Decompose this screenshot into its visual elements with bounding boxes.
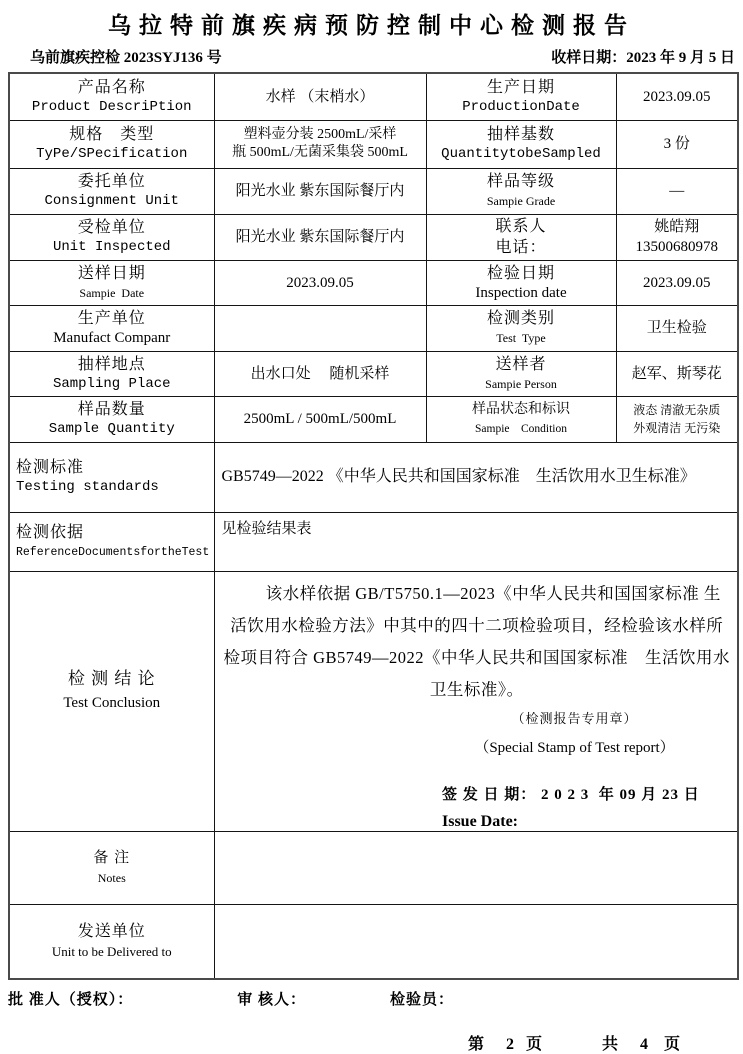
value-sample-date — [214, 260, 426, 305]
table-row-unit-inspected — [9, 214, 738, 260]
label-sample-person — [426, 351, 616, 396]
label-en: ProductionDate — [462, 98, 580, 115]
report-number: 乌前旗疾控检 2023SYJ136 号 — [30, 50, 222, 66]
conclusion-line: 卫生标准》。 — [429, 679, 524, 699]
value-text: 出水口处 随机采样 — [250, 365, 390, 382]
table-row-sample-quantity — [9, 396, 738, 442]
label-en: Sampie Date — [79, 285, 145, 300]
label-en: Unit to be Delivered to — [51, 944, 172, 960]
conclusion-line: 该水样依据 GB/T5750.1—2023《中华人民共和国国家标准 生 — [265, 583, 721, 603]
value-unit-inspected — [214, 214, 426, 260]
label-unit-delivered-to — [9, 904, 214, 979]
issue-date-line — [442, 783, 727, 804]
value-text: 塑料壶分装 2500mL/采样 — [243, 127, 397, 142]
label-en: Unit Inspected — [52, 239, 171, 255]
label-en: Sampie Grade — [486, 194, 556, 208]
tester-label: 检验员： — [390, 992, 455, 1008]
label-product-description — [9, 73, 214, 120]
label-en: Sampling Place — [52, 375, 171, 392]
value-testing-standards — [214, 442, 738, 512]
value-text: — — [669, 183, 685, 199]
label-zh: 检测依据 — [16, 523, 85, 541]
value-text: 液态 清澈无杂质 — [633, 403, 721, 417]
value-text: 2023.09.05 — [286, 274, 354, 291]
total-label: 共 — [602, 1036, 619, 1053]
value-text: 2023.09.05 — [643, 88, 711, 105]
label-en: Inspection date — [475, 284, 567, 301]
label-sample-condition — [426, 396, 616, 442]
label-quantity-to-be-sampled — [426, 120, 616, 168]
page-title: 乌拉特前旗疾病预防控制中心检测报告 — [108, 13, 635, 38]
label-en: Sampie Condition — [475, 423, 567, 435]
label-sample-quantity — [9, 396, 214, 442]
sample-received-date: 收样日期：2023 年 9 月 5 日 — [551, 50, 735, 66]
label-zh: 样品等级 — [486, 173, 555, 190]
label-en: Consignment Unit — [44, 193, 179, 209]
table-row-sampling-place — [9, 351, 738, 396]
value-quantity-to-be-sampled — [616, 120, 738, 168]
label-unit-inspected — [9, 214, 214, 260]
label-zh: 样品状态和标识 — [472, 402, 570, 417]
label-zh: 生产单位 — [77, 310, 146, 327]
issue-date-block — [422, 783, 727, 831]
label-sample-grade — [426, 168, 616, 214]
label-en: Test Type — [496, 331, 546, 345]
label-production-date — [426, 73, 616, 120]
label-zh: 生产日期 — [486, 78, 555, 96]
value-sample-person — [616, 351, 738, 396]
approver-label: 批 准人（授权）： — [8, 992, 134, 1008]
table-row-specification — [9, 120, 738, 168]
value-text: 水样 （末梢水） — [265, 88, 375, 105]
value-inspection-date — [616, 260, 738, 305]
table-row-test-conclusion — [9, 571, 738, 831]
page-number-footer — [0, 1031, 743, 1054]
page-number: 2 — [506, 1036, 515, 1053]
value-test-conclusion — [214, 571, 738, 831]
value-text: 瓶 500mL/无菌采集袋 500mL — [232, 145, 408, 160]
label-specification — [9, 120, 214, 168]
total-pages: 4 — [640, 1036, 649, 1053]
report-table — [8, 72, 739, 980]
value-text: 赵军、斯琴花 — [631, 365, 722, 382]
value-sample-condition — [616, 396, 738, 442]
label-zh: 联系人 — [495, 218, 547, 235]
label-zh: 产品名称 — [77, 78, 146, 96]
label-zh: 规格 类型 — [69, 126, 155, 143]
label-en: TyPe/SPecification — [36, 146, 188, 162]
label-zh: 备 注 — [93, 849, 131, 866]
label-test-conclusion — [9, 571, 214, 831]
label-zh: 检验日期 — [486, 264, 555, 282]
label-en: Sampie Person — [485, 376, 557, 391]
value-text: 2500mL / 500mL/500mL — [243, 411, 397, 427]
label-contact-phone — [426, 214, 616, 260]
label-en: Test Conclusion — [63, 694, 161, 711]
value-text: 3 份 — [663, 136, 690, 152]
value-production-date — [616, 73, 738, 120]
label-en: Testing standards — [16, 479, 159, 495]
value-test-type — [616, 305, 738, 351]
label-manufacturer — [9, 305, 214, 351]
label-zh: 抽样基数 — [486, 126, 555, 143]
value-text: 见检验结果表 — [221, 520, 312, 537]
label-test-type — [426, 305, 616, 351]
contact-phone-number: 13500680978 — [635, 239, 718, 255]
label-zh: 送样者 — [495, 355, 547, 373]
stamp-block — [422, 708, 727, 757]
page-label: 第 — [468, 1036, 485, 1053]
table-row-manufacturer — [9, 305, 738, 351]
report-subheader — [30, 46, 735, 67]
table-row-product — [9, 73, 738, 120]
contact-name: 姚皓翔 — [654, 219, 700, 235]
value-sampling-place — [214, 351, 426, 396]
table-row-testing-standards — [9, 442, 738, 512]
label-en: QuantitytobeSampled — [441, 146, 601, 162]
conclusion-paragraph — [215, 572, 738, 706]
table-row-notes — [9, 831, 738, 904]
label-sampling-place — [9, 351, 214, 396]
value-product-description — [214, 73, 426, 120]
label-sample-date — [9, 260, 214, 305]
approval-signature-line — [8, 988, 743, 1009]
label-zh: 抽样地点 — [77, 355, 146, 373]
label-zh: 送样日期 — [77, 264, 146, 282]
value-notes — [214, 831, 738, 904]
table-row-unit-delivered-to — [9, 904, 738, 979]
value-sample-quantity — [214, 396, 426, 442]
page-unit: 页 — [526, 1036, 543, 1053]
issue-date-label-en: Issue Date: — [442, 812, 518, 830]
conclusion-line: 活饮用水检验方法》中其中的四十二项检验项目，经检验该水样所 — [230, 615, 724, 635]
value-text: 外观清洁 无污染 — [633, 421, 721, 435]
label-zh: 电话： — [495, 239, 547, 256]
table-row-consignment-unit — [9, 168, 738, 214]
label-testing-standards — [9, 442, 214, 512]
label-inspection-date — [426, 260, 616, 305]
conclusion-line: 检项目符合 GB5749—2022《中华人民共和国国家标准 生活饮用水 — [223, 647, 731, 667]
table-row-sample-date — [9, 260, 738, 305]
stamp-label-en: （Special Stamp of Test report） — [474, 739, 675, 756]
label-reference-documents — [9, 512, 214, 571]
value-unit-delivered-to — [214, 904, 738, 979]
issue-date-label: 签 发 日 期： — [442, 786, 542, 803]
value-text: 阳光水业 紫东国际餐厅内 — [235, 183, 405, 199]
label-notes — [9, 831, 214, 904]
issue-date-value: 2 0 2 3 年 09 月 23 日 — [541, 786, 700, 803]
label-en: Product DescriPtion — [31, 98, 192, 115]
stamp-label-zh: （检测报告专用章） — [511, 710, 638, 726]
value-consignment-unit — [214, 168, 426, 214]
value-text: 2023.09.05 — [643, 274, 711, 291]
total-unit: 页 — [664, 1036, 681, 1053]
value-contact-phone — [616, 214, 738, 260]
label-zh: 检 测 结 论 — [67, 668, 156, 688]
reviewer-label: 审 核人： — [237, 992, 307, 1008]
value-sample-grade — [616, 168, 738, 214]
label-zh: 检测标准 — [16, 459, 85, 476]
label-zh: 委托单位 — [77, 173, 146, 190]
label-consignment-unit — [9, 168, 214, 214]
label-zh: 发送单位 — [77, 923, 146, 941]
label-zh: 检测类别 — [486, 310, 555, 327]
value-text: GB5749—2022 《中华人民共和国国家标准 生活饮用水卫生标准》 — [221, 468, 696, 485]
label-en: Manufact Companr — [53, 330, 171, 346]
value-text: 卫生检验 — [646, 320, 707, 336]
value-text: 阳光水业 紫东国际餐厅内 — [235, 229, 405, 245]
label-en: Notes — [97, 870, 126, 885]
value-reference-documents — [214, 512, 738, 571]
value-manufacturer — [214, 305, 426, 351]
label-zh: 样品数量 — [77, 401, 146, 418]
value-specification — [214, 120, 426, 168]
label-zh: 受检单位 — [77, 219, 146, 236]
label-en: Sample Quantity — [48, 421, 175, 437]
label-en: ReferenceDocumentsfortheTest — [16, 545, 210, 559]
table-row-reference-documents — [9, 512, 738, 571]
